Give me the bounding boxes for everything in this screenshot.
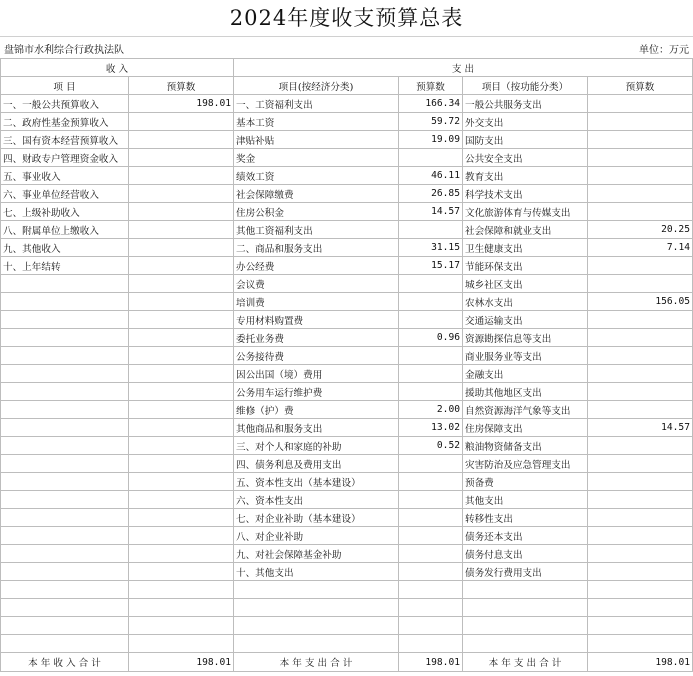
expense-section-header: 支 出: [234, 59, 693, 77]
econ-item-cell: 十、其他支出: [234, 563, 399, 581]
income-item-cell: [1, 545, 129, 563]
income-budget-cell: [129, 401, 234, 419]
table-row: [1, 509, 693, 527]
income-budget-cell: [129, 113, 234, 131]
econ-item-cell: 二、商品和服务支出: [234, 239, 399, 257]
income-budget-cell: [129, 257, 234, 275]
income-item-cell: 四、财政专户管理资金收入: [1, 149, 129, 167]
income-budget-cell: [129, 455, 234, 473]
table-row: [1, 437, 693, 455]
func-total-value: 198.01: [588, 653, 693, 672]
income-budget-cell: [129, 563, 234, 581]
econ-budget-cell: [399, 527, 463, 545]
econ-item-cell: 委托业务费: [234, 329, 399, 347]
income-budget-cell: [129, 473, 234, 491]
income-item-cell: [1, 437, 129, 455]
econ-budget-cell: [399, 347, 463, 365]
econ-item-cell: 因公出国（境）费用: [234, 365, 399, 383]
column-header-row: [1, 77, 693, 95]
econ-item-cell: 六、资本性支出: [234, 491, 399, 509]
econ-budget-cell: [399, 293, 463, 311]
blank-cell: [399, 581, 463, 599]
blank-cell: [1, 635, 129, 653]
blank-cell: [463, 581, 588, 599]
func-budget-cell: [588, 437, 693, 455]
income-budget-cell: [129, 383, 234, 401]
blank-row: [1, 617, 693, 635]
income-item-cell: [1, 293, 129, 311]
table-row: [1, 149, 693, 167]
table-row: [1, 275, 693, 293]
econ-budget-cell: [399, 491, 463, 509]
table-row: [1, 185, 693, 203]
table-row: [1, 347, 693, 365]
econ-budget-cell: [399, 563, 463, 581]
income-budget-cell: [129, 167, 234, 185]
income-budget-cell: [129, 419, 234, 437]
income-budget-cell: [129, 293, 234, 311]
blank-cell: [463, 617, 588, 635]
econ-budget-cell: 31.15: [399, 239, 463, 257]
income-budget-cell: [129, 365, 234, 383]
func-budget-cell: 156.05: [588, 293, 693, 311]
func-budget-cell: [588, 401, 693, 419]
func-item-cell: 债务发行费用支出: [463, 563, 588, 581]
func-item-cell: 债务付息支出: [463, 545, 588, 563]
func-budget-cell: 14.57: [588, 419, 693, 437]
income-item-cell: [1, 347, 129, 365]
blank-cell: [234, 617, 399, 635]
blank-row: [1, 599, 693, 617]
blank-cell: [129, 635, 234, 653]
func-budget-cell: [588, 95, 693, 113]
income-total-value: 198.01: [129, 653, 234, 672]
func-total-label: 本 年 支 出 合 计: [463, 653, 588, 672]
econ-budget-cell: 59.72: [399, 113, 463, 131]
econ-total-value: 198.01: [399, 653, 463, 672]
econ-item-cell: 会议费: [234, 275, 399, 293]
table-row: [1, 203, 693, 221]
income-item-cell: [1, 329, 129, 347]
func-item-cell: 援助其他地区支出: [463, 383, 588, 401]
income-item-cell: 九、其他收入: [1, 239, 129, 257]
econ-budget-cell: 26.85: [399, 185, 463, 203]
income-item-cell: 一、一般公共预算收入: [1, 95, 129, 113]
table-row: [1, 113, 693, 131]
blank-cell: [588, 581, 693, 599]
func-item-cell: 粮油物资储备支出: [463, 437, 588, 455]
func-item-cell: 自然资源海洋气象等支出: [463, 401, 588, 419]
econ-budget-cell: 14.57: [399, 203, 463, 221]
econ-item-cell: 一、工资福利支出: [234, 95, 399, 113]
blank-row: [1, 635, 693, 653]
func-budget-cell: [588, 275, 693, 293]
income-budget-cell: [129, 149, 234, 167]
func-item-cell: 其他支出: [463, 491, 588, 509]
econ-budget-cell: [399, 455, 463, 473]
econ-item-cell: 五、资本性支出（基本建设）: [234, 473, 399, 491]
income-budget-cell: [129, 509, 234, 527]
blank-cell: [588, 599, 693, 617]
income-item-cell: [1, 563, 129, 581]
income-item-cell: [1, 491, 129, 509]
blank-cell: [234, 635, 399, 653]
econ-item-cell: 其他工资福利支出: [234, 221, 399, 239]
table-row: [1, 167, 693, 185]
income-item-cell: [1, 275, 129, 293]
total-row: [1, 653, 693, 672]
func-budget-cell: [588, 563, 693, 581]
income-item-cell: [1, 365, 129, 383]
table-row: [1, 545, 693, 563]
table-row: [1, 293, 693, 311]
econ-budget-cell: [399, 545, 463, 563]
income-budget-cell: [129, 491, 234, 509]
econ-item-header: 项目(按经济分类): [234, 77, 399, 95]
econ-item-cell: 维修（护）费: [234, 401, 399, 419]
func-budget-cell: [588, 491, 693, 509]
currency-unit: 单位：万元: [639, 45, 689, 56]
blank-cell: [129, 617, 234, 635]
table-meta: [0, 36, 693, 59]
econ-item-cell: 津贴补贴: [234, 131, 399, 149]
blank-cell: [1, 581, 129, 599]
income-budget-cell: [129, 311, 234, 329]
blank-cell: [399, 599, 463, 617]
blank-cell: [1, 617, 129, 635]
func-item-cell: 灾害防治及应急管理支出: [463, 455, 588, 473]
econ-budget-cell: 166.34: [399, 95, 463, 113]
func-budget-cell: [588, 527, 693, 545]
func-budget-cell: [588, 347, 693, 365]
income-budget-cell: [129, 203, 234, 221]
func-item-cell: 公共安全支出: [463, 149, 588, 167]
income-budget-cell: [129, 185, 234, 203]
income-budget-cell: [129, 437, 234, 455]
func-item-cell: 卫生健康支出: [463, 239, 588, 257]
table-row: [1, 473, 693, 491]
func-item-cell: 商业服务业等支出: [463, 347, 588, 365]
income-item-cell: 七、上级补助收入: [1, 203, 129, 221]
econ-budget-cell: 2.00: [399, 401, 463, 419]
func-budget-cell: [588, 329, 693, 347]
blank-cell: [399, 617, 463, 635]
econ-budget-cell: 15.17: [399, 257, 463, 275]
func-item-cell: 节能环保支出: [463, 257, 588, 275]
func-item-cell: 文化旅游体育与传媒支出: [463, 203, 588, 221]
econ-item-cell: 九、对社会保障基金补助: [234, 545, 399, 563]
income-item-cell: [1, 311, 129, 329]
income-item-header: 项 目: [1, 77, 129, 95]
income-item-cell: [1, 527, 129, 545]
income-item-cell: [1, 419, 129, 437]
func-item-cell: 住房保障支出: [463, 419, 588, 437]
income-budget-cell: [129, 239, 234, 257]
econ-item-cell: 绩效工资: [234, 167, 399, 185]
econ-item-cell: 培训费: [234, 293, 399, 311]
func-item-header: 项目（按功能分类）: [463, 77, 588, 95]
table-row: [1, 563, 693, 581]
econ-item-cell: 专用材料购置费: [234, 311, 399, 329]
table-row: [1, 455, 693, 473]
func-item-cell: 交通运输支出: [463, 311, 588, 329]
table-row: [1, 239, 693, 257]
func-item-cell: 一般公共服务支出: [463, 95, 588, 113]
econ-budget-cell: 19.09: [399, 131, 463, 149]
income-item-cell: [1, 401, 129, 419]
blank-cell: [399, 635, 463, 653]
income-item-cell: [1, 509, 129, 527]
table-row: [1, 329, 693, 347]
income-budget-cell: [129, 221, 234, 239]
func-item-cell: 转移性支出: [463, 509, 588, 527]
econ-budget-cell: [399, 383, 463, 401]
econ-budget-cell: 46.11: [399, 167, 463, 185]
income-item-cell: 六、事业单位经营收入: [1, 185, 129, 203]
econ-budget-cell: 13.02: [399, 419, 463, 437]
econ-budget-cell: [399, 365, 463, 383]
section-header-row: [1, 59, 693, 77]
econ-budget-header: 预算数: [399, 77, 463, 95]
func-budget-cell: [588, 185, 693, 203]
func-budget-cell: 20.25: [588, 221, 693, 239]
func-budget-cell: [588, 473, 693, 491]
table-row: [1, 365, 693, 383]
econ-budget-cell: [399, 221, 463, 239]
income-section-header: 收 入: [1, 59, 234, 77]
blank-cell: [588, 617, 693, 635]
econ-budget-cell: [399, 473, 463, 491]
econ-item-cell: 社会保障缴费: [234, 185, 399, 203]
income-budget-header: 预算数: [129, 77, 234, 95]
econ-budget-cell: [399, 149, 463, 167]
func-budget-cell: [588, 383, 693, 401]
func-item-cell: 教育支出: [463, 167, 588, 185]
income-item-cell: [1, 383, 129, 401]
econ-item-cell: 公务用车运行维护费: [234, 383, 399, 401]
table-row: [1, 491, 693, 509]
income-budget-cell: [129, 329, 234, 347]
income-budget-cell: 198.01: [129, 95, 234, 113]
page-title: 2024年度收支预算总表: [229, 6, 464, 30]
econ-item-cell: 三、对个人和家庭的补助: [234, 437, 399, 455]
blank-cell: [588, 635, 693, 653]
func-budget-cell: [588, 203, 693, 221]
income-item-cell: 五、事业收入: [1, 167, 129, 185]
econ-item-cell: 八、对企业补助: [234, 527, 399, 545]
func-budget-header: 预算数: [588, 77, 693, 95]
func-item-cell: 外交支出: [463, 113, 588, 131]
table-row: [1, 527, 693, 545]
func-budget-cell: [588, 545, 693, 563]
income-item-cell: [1, 455, 129, 473]
table-row: [1, 383, 693, 401]
income-total-label: 本 年 收 入 合 计: [1, 653, 129, 672]
table-row: [1, 131, 693, 149]
econ-item-cell: 基本工资: [234, 113, 399, 131]
blank-cell: [129, 581, 234, 599]
func-budget-cell: [588, 167, 693, 185]
blank-cell: [463, 599, 588, 617]
blank-cell: [129, 599, 234, 617]
econ-item-cell: 奖金: [234, 149, 399, 167]
econ-budget-cell: [399, 275, 463, 293]
func-budget-cell: [588, 131, 693, 149]
func-item-cell: 国防支出: [463, 131, 588, 149]
func-budget-cell: [588, 113, 693, 131]
econ-item-cell: 其他商品和服务支出: [234, 419, 399, 437]
econ-budget-cell: [399, 311, 463, 329]
income-budget-cell: [129, 275, 234, 293]
econ-item-cell: 四、债务利息及费用支出: [234, 455, 399, 473]
func-item-cell: 债务还本支出: [463, 527, 588, 545]
econ-item-cell: 公务接待费: [234, 347, 399, 365]
func-item-cell: 社会保障和就业支出: [463, 221, 588, 239]
func-item-cell: 预备费: [463, 473, 588, 491]
table-row: [1, 401, 693, 419]
func-item-cell: 城乡社区支出: [463, 275, 588, 293]
income-item-cell: 十、上年结转: [1, 257, 129, 275]
blank-cell: [234, 599, 399, 617]
func-budget-cell: [588, 257, 693, 275]
func-item-cell: 科学技术支出: [463, 185, 588, 203]
func-budget-cell: [588, 311, 693, 329]
func-budget-cell: [588, 149, 693, 167]
econ-total-label: 本 年 支 出 合 计: [234, 653, 399, 672]
table-row: [1, 257, 693, 275]
func-item-cell: 金融支出: [463, 365, 588, 383]
table-row: [1, 221, 693, 239]
budget-table: [0, 58, 693, 672]
func-item-cell: 农林水支出: [463, 293, 588, 311]
econ-budget-cell: [399, 509, 463, 527]
func-budget-cell: [588, 509, 693, 527]
econ-item-cell: 办公经费: [234, 257, 399, 275]
func-budget-cell: [588, 455, 693, 473]
func-item-cell: 资源勘探信息等支出: [463, 329, 588, 347]
blank-cell: [234, 581, 399, 599]
blank-row: [1, 581, 693, 599]
table-row: [1, 95, 693, 113]
econ-budget-cell: 0.52: [399, 437, 463, 455]
income-budget-cell: [129, 527, 234, 545]
econ-item-cell: 住房公积金: [234, 203, 399, 221]
unit-name: 盘锦市水利综合行政执法队: [4, 45, 124, 56]
income-item-cell: 二、政府性基金预算收入: [1, 113, 129, 131]
econ-item-cell: 七、对企业补助（基本建设）: [234, 509, 399, 527]
blank-cell: [463, 635, 588, 653]
table-row: [1, 419, 693, 437]
func-budget-cell: [588, 365, 693, 383]
income-item-cell: 八、附属单位上缴收入: [1, 221, 129, 239]
func-budget-cell: 7.14: [588, 239, 693, 257]
income-budget-cell: [129, 545, 234, 563]
income-item-cell: [1, 473, 129, 491]
income-budget-cell: [129, 347, 234, 365]
table-row: [1, 311, 693, 329]
income-budget-cell: [129, 131, 234, 149]
blank-cell: [1, 599, 129, 617]
econ-budget-cell: 0.96: [399, 329, 463, 347]
income-item-cell: 三、国有资本经营预算收入: [1, 131, 129, 149]
